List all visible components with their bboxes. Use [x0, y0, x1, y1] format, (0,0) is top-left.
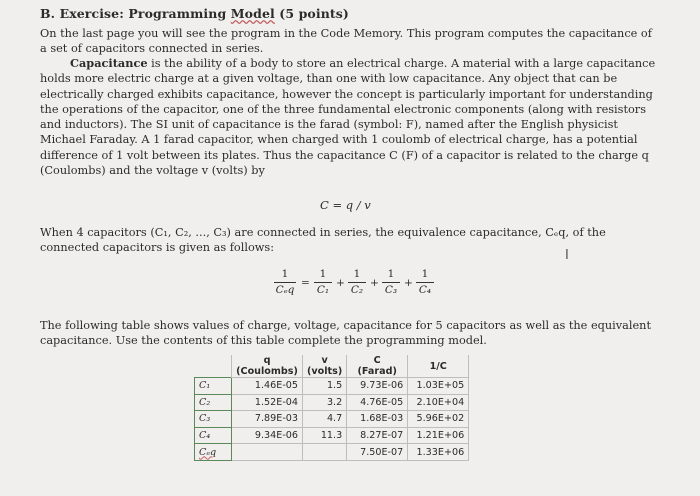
table-row	[195, 378, 469, 395]
denominator: Cₑq	[275, 284, 295, 296]
table-row	[195, 411, 469, 428]
capacitance-cell: 4.76E-05	[347, 394, 408, 411]
plus-sign: +	[370, 277, 379, 289]
charge-cell: 9.34E-06	[232, 427, 303, 444]
capacitance-cell: 8.27E-07	[347, 427, 408, 444]
header-unit: (volts)	[307, 366, 343, 377]
charge-cell: 1.46E-05	[232, 378, 303, 395]
header-unit: (Coulombs)	[236, 366, 298, 377]
numerator: 1	[353, 268, 361, 280]
inverse-cell: 1.03E+05	[408, 378, 469, 395]
header-charge	[232, 355, 303, 378]
row-label: C₁	[195, 378, 232, 395]
table-row	[195, 394, 469, 411]
plus-sign: +	[404, 277, 413, 289]
plus-sign: +	[336, 277, 345, 289]
capacitance-cell: 9.73E-06	[347, 378, 408, 395]
header-voltage	[303, 355, 347, 378]
inverse-cell: 2.10E+04	[408, 394, 469, 411]
denominator: C₃	[384, 284, 398, 296]
heading-prefix: B. Exercise: Programming	[40, 6, 231, 21]
row-label: C₄	[195, 427, 232, 444]
text-cursor-icon: I	[565, 248, 569, 263]
fraction-c2	[348, 268, 366, 297]
definition-paragraph	[40, 56, 660, 178]
corner-cell	[195, 355, 232, 378]
series-equation	[274, 268, 454, 304]
charge-cell	[232, 444, 303, 461]
heading-points: (5 points)	[274, 6, 349, 21]
definition-term: Capacitance	[70, 56, 148, 70]
intro-paragraph: On the last page you will see the program in the Code Memory. This program computes the capacitance of a set of capacitors connected in series.	[40, 27, 652, 56]
voltage-cell: 3.2	[303, 394, 347, 411]
capacitance-formula: C = q / v	[320, 198, 371, 212]
header-symbol: q	[263, 355, 271, 366]
capacitor-table	[194, 355, 469, 461]
table-row	[195, 444, 469, 461]
numerator: 1	[281, 268, 289, 280]
voltage-cell: 11.3	[303, 427, 347, 444]
header-symbol: v	[321, 355, 328, 366]
header-unit: (Farad)	[357, 366, 397, 377]
table-header-row	[195, 355, 469, 378]
fraction-c4	[416, 268, 434, 297]
charge-cell: 7.89E-03	[232, 411, 303, 428]
voltage-cell: 1.5	[303, 378, 347, 395]
header-symbol: C	[373, 355, 381, 366]
series-paragraph: When 4 capacitors (C₁, C₂, ..., C₃) are connected in series, the equivalence capacitance, Cₑq, of the connected capacitors is given as follows:	[40, 226, 606, 255]
denominator: C₁	[316, 284, 330, 296]
header-capacitance	[347, 355, 408, 378]
numerator: 1	[319, 268, 327, 280]
section-heading	[40, 6, 349, 21]
heading-model-word: Model	[230, 6, 275, 21]
row-label	[195, 444, 232, 461]
equals-sign: =	[301, 277, 310, 289]
table-intro-paragraph: The following table shows values of charge, voltage, capacitance for 5 capacitors as well as the equivalent capacitance. Use the contents of this table complete the programming model.	[40, 319, 651, 348]
numerator: 1	[421, 268, 429, 280]
inverse-cell: 5.96E+02	[408, 411, 469, 428]
row-label: C₂	[195, 394, 232, 411]
header-unit: 1/C	[429, 360, 447, 372]
inverse-cell: 1.21E+06	[408, 427, 469, 444]
inverse-cell: 1.33E+06	[408, 444, 469, 461]
denominator: C₄	[418, 284, 432, 296]
capacitance-cell: 1.68E-03	[347, 411, 408, 428]
voltage-cell: 4.7	[303, 411, 347, 428]
definition-text: is the ability of a body to store an electrical charge. A material with a large capacitance holds more electric charge at a given voltage, than one with low capacitance. Any object that can be electrically charged exhibits capacitance, however the concept is particularly important for understanding the operations of the capacitor, one of the three fundamental electronic components (along with resistors and inductors). The SI unit of capacitance is the farad (symbol: F), named after the English physicist Michael Faraday. A 1 farad capacitor, when charged with 1 coulomb of electrical charge, has a potential difference of 1 volt between its plates. Thus the capacitance C (F) of a capacitor is related to the charge q (Coulombs) and the voltage v (volts) by	[40, 57, 656, 178]
fraction-ceq	[274, 268, 296, 297]
charge-cell: 1.52E-04	[232, 394, 303, 411]
row-label-text: Cₑq	[199, 446, 217, 458]
header-inverse	[408, 355, 469, 378]
fraction-c3	[382, 268, 400, 297]
row-label: C₃	[195, 411, 232, 428]
fraction-c1	[314, 268, 332, 297]
denominator: C₂	[350, 284, 364, 296]
numerator: 1	[387, 268, 395, 280]
table-row	[195, 427, 469, 444]
voltage-cell	[303, 444, 347, 461]
capacitance-cell: 7.50E-07	[347, 444, 408, 461]
